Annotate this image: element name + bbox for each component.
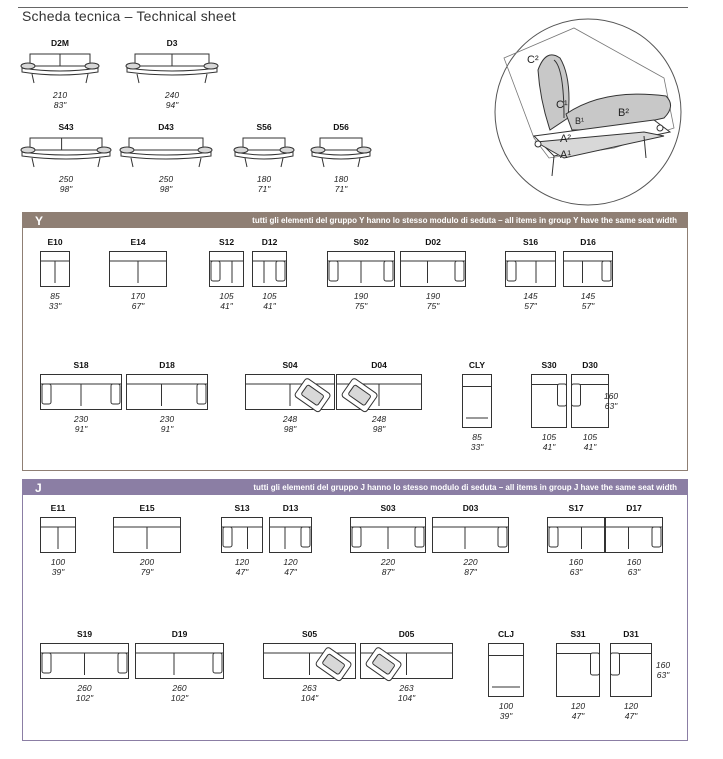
dim-cm: 200: [139, 557, 155, 567]
dim-in: 98": [59, 184, 73, 194]
module-dims: [326, 291, 396, 311]
page-title: Scheda tecnica – Technical sheet: [22, 8, 236, 24]
top-item-code: D2M: [51, 38, 69, 48]
module-dims: [596, 701, 666, 721]
module-dims: [103, 291, 173, 311]
module-code: E10: [47, 237, 63, 247]
dim-cm: 180: [333, 174, 349, 184]
module-plan-view: [135, 643, 224, 679]
module-dims: [372, 683, 442, 703]
module-code: S16: [522, 237, 539, 247]
module-plan-view: [113, 517, 181, 553]
module-plan-view: [505, 251, 556, 287]
dim-cm: 160: [626, 557, 642, 567]
dim-cm: 100: [50, 557, 66, 567]
label-c1: C¹: [556, 99, 568, 111]
top-item-dims: [31, 174, 101, 194]
module-plan-view: [605, 517, 663, 553]
dim-in: 47": [284, 567, 297, 577]
dim-in: 39": [51, 567, 65, 577]
module-dims: [255, 414, 325, 434]
dim-cm: 170: [130, 291, 146, 301]
dim-in: 63": [627, 567, 641, 577]
module-plan-view: [40, 517, 76, 553]
module-code: D13: [282, 503, 299, 513]
dim-cm: 105: [219, 291, 234, 301]
dim-cm: 190: [425, 291, 441, 301]
dim-cm: 120: [234, 557, 250, 567]
module-plan-view: [126, 374, 208, 410]
top-item-dims: [25, 90, 95, 110]
dim-cm: 260: [172, 683, 187, 693]
dim-in: 41": [263, 301, 276, 311]
module-code: S19: [76, 629, 93, 639]
dim-cm: 248: [282, 414, 298, 424]
module-dims: [344, 414, 414, 434]
dim-cm: 248: [371, 414, 387, 424]
dim-in: 71": [334, 184, 348, 194]
module-code: S18: [73, 360, 89, 370]
module-dims: [235, 291, 305, 311]
dim-cm: 210: [52, 90, 68, 100]
module-plan-view: [556, 643, 600, 697]
dim-cm: 180: [256, 174, 272, 184]
dim-in: 67": [131, 301, 145, 311]
module-code: D19: [171, 629, 188, 639]
module-code: S12: [218, 237, 235, 247]
group-j-note: tutti gli elementi del gruppo J hanno lo stesso modulo di seduta – all items in group J have the same seat width: [253, 483, 677, 492]
module-code: CLJ: [497, 629, 515, 639]
label-a1: A¹: [560, 149, 571, 161]
dim-in: 75": [354, 301, 368, 311]
group-y-depth-in: 63": [604, 401, 618, 411]
module-plan-view: [252, 251, 287, 287]
group-y-depth-cm: 160: [603, 391, 619, 401]
dim-cm: 250: [58, 174, 74, 184]
module-dims: [50, 683, 120, 703]
dim-in: 47": [571, 711, 585, 721]
dim-in: 41": [583, 442, 597, 452]
sofa-front-view: [17, 50, 103, 86]
dim-in: 87": [464, 567, 477, 577]
dim-in: 83": [53, 100, 67, 110]
top-item-code: D56: [333, 122, 349, 132]
dim-in: 98": [283, 424, 297, 434]
group-y-note: tutti gli elementi del gruppo Y hanno lo stesso modulo di seduta – all items in group Y have the same seat width: [252, 216, 677, 225]
module-code: S05: [301, 629, 318, 639]
group-j-depth: [638, 660, 688, 680]
dim-cm: 85: [50, 291, 60, 301]
dim-cm: 220: [463, 557, 478, 567]
dim-cm: 120: [623, 701, 639, 711]
module-plan-view: [109, 251, 167, 287]
module-plan-view: [360, 643, 453, 679]
module-plan-view: [40, 374, 122, 410]
module-dims: [132, 414, 202, 434]
module-plan-view: [432, 517, 509, 553]
module-dims: [20, 291, 90, 311]
dim-in: 79": [140, 567, 154, 577]
module-plan-view: [400, 251, 466, 287]
dim-cm: 190: [353, 291, 369, 301]
label-c2: C²: [527, 54, 539, 66]
module-code: D02: [425, 237, 441, 247]
group-j-depth-cm: 160: [655, 660, 671, 670]
top-item-code: S43: [58, 122, 74, 132]
dim-cm: 105: [582, 432, 598, 442]
module-code: D16: [580, 237, 596, 247]
module-plan-view: [462, 374, 492, 428]
module-code: D31: [623, 629, 639, 639]
dim-in: 98": [159, 184, 173, 194]
dim-in: 98": [372, 424, 386, 434]
group-y-depth: [586, 391, 636, 411]
dim-in: 91": [160, 424, 174, 434]
module-plan-view: [40, 643, 129, 679]
dim-cm: 230: [159, 414, 175, 424]
dim-cm: 145: [580, 291, 596, 301]
dim-cm: 160: [568, 557, 584, 567]
group-j-depth-in: 63": [656, 670, 670, 680]
module-code: S30: [541, 360, 557, 370]
dim-cm: 145: [523, 291, 538, 301]
module-dims: [442, 432, 512, 452]
group-j-bar: [23, 480, 687, 495]
module-dims: [553, 291, 623, 311]
module-plan-view: [547, 517, 605, 553]
module-dims: [112, 557, 182, 577]
module-plan-view: [488, 643, 524, 697]
dim-cm: 263: [302, 683, 317, 693]
top-item-dims: [137, 90, 207, 110]
module-code: S13: [234, 503, 250, 513]
dim-cm: 240: [164, 90, 180, 100]
module-plan-view: [245, 374, 335, 410]
module-plan-view: [269, 517, 312, 553]
dim-in: 94": [165, 100, 179, 110]
module-dims: [23, 557, 93, 577]
top-item-dims: [306, 174, 376, 194]
dim-cm: 250: [158, 174, 174, 184]
dim-in: 41": [220, 301, 233, 311]
module-dims: [555, 432, 625, 452]
dim-in: 47": [624, 711, 638, 721]
dim-cm: 220: [380, 557, 396, 567]
top-item-code: D3: [166, 38, 178, 48]
dim-in: 102": [75, 693, 94, 703]
dim-cm: 105: [262, 291, 277, 301]
module-plan-view: [40, 251, 70, 287]
module-code: D03: [462, 503, 479, 513]
module-code: D17: [626, 503, 642, 513]
module-plan-view: [531, 374, 567, 428]
module-code: S04: [282, 360, 298, 370]
module-plan-view: [327, 251, 395, 287]
module-code: E14: [130, 237, 146, 247]
label-b2: B²: [618, 107, 629, 119]
dim-in: 87": [381, 567, 395, 577]
module-plan-view: [221, 517, 263, 553]
dim-cm: 105: [541, 432, 557, 442]
module-dims: [436, 557, 506, 577]
module-dims: [599, 557, 669, 577]
sofa-front-view: [230, 134, 298, 170]
module-dims: [256, 557, 326, 577]
dim-cm: 100: [498, 701, 514, 711]
top-item-dims: [131, 174, 201, 194]
dim-in: 104": [300, 693, 319, 703]
module-code: S02: [353, 237, 369, 247]
module-code: S31: [570, 629, 586, 639]
dim-cm: 230: [73, 414, 89, 424]
module-dims: [398, 291, 468, 311]
group-j-letter: J: [35, 480, 42, 495]
dim-in: 39": [499, 711, 513, 721]
dim-in: 102": [170, 693, 189, 703]
top-item-code: S56: [256, 122, 272, 132]
module-code: D12: [261, 237, 278, 247]
dim-cm: 260: [77, 683, 92, 693]
top-item-dims: [229, 174, 299, 194]
dim-in: 104": [397, 693, 416, 703]
module-dims: [46, 414, 116, 434]
module-code: D05: [398, 629, 415, 639]
module-plan-view: [263, 643, 356, 679]
module-code: E11: [50, 503, 66, 513]
module-code: S03: [380, 503, 396, 513]
dim-in: 63": [569, 567, 583, 577]
dim-cm: 120: [570, 701, 586, 711]
dim-in: 71": [257, 184, 271, 194]
module-dims: [275, 683, 345, 703]
label-b1: B¹: [575, 116, 584, 126]
module-code: S17: [568, 503, 584, 513]
module-plan-view: [209, 251, 244, 287]
top-item-code: D43: [158, 122, 174, 132]
module-plan-view: [336, 374, 422, 410]
dim-cm: 263: [399, 683, 414, 693]
module-plan-view: [350, 517, 426, 553]
label-a2: A²: [560, 133, 571, 145]
dim-in: 75": [426, 301, 440, 311]
dim-in: 33": [470, 442, 484, 452]
sofa-front-view: [307, 134, 375, 170]
module-code: D18: [159, 360, 175, 370]
dim-in: 91": [74, 424, 88, 434]
dim-cm: 85: [472, 432, 482, 442]
dim-in: 57": [524, 301, 537, 311]
module-plan-view: [563, 251, 613, 287]
sofa-front-view: [17, 134, 115, 170]
dim-in: 33": [48, 301, 62, 311]
dim-cm: 120: [283, 557, 298, 567]
module-code: CLY: [468, 360, 486, 370]
module-dims: [353, 557, 423, 577]
module-code: D30: [582, 360, 598, 370]
dim-in: 57": [581, 301, 595, 311]
module-code: D04: [371, 360, 387, 370]
dim-in: 47": [235, 567, 249, 577]
sofa-front-view: [122, 50, 222, 86]
module-dims: [471, 701, 541, 721]
module-dims: [145, 683, 215, 703]
group-y-bar: [23, 213, 687, 228]
dim-in: 41": [542, 442, 556, 452]
sofa-front-view: [116, 134, 216, 170]
module-code: E15: [139, 503, 155, 513]
sofa-detail-illustration: [494, 18, 682, 206]
group-y-letter: Y: [35, 213, 44, 228]
